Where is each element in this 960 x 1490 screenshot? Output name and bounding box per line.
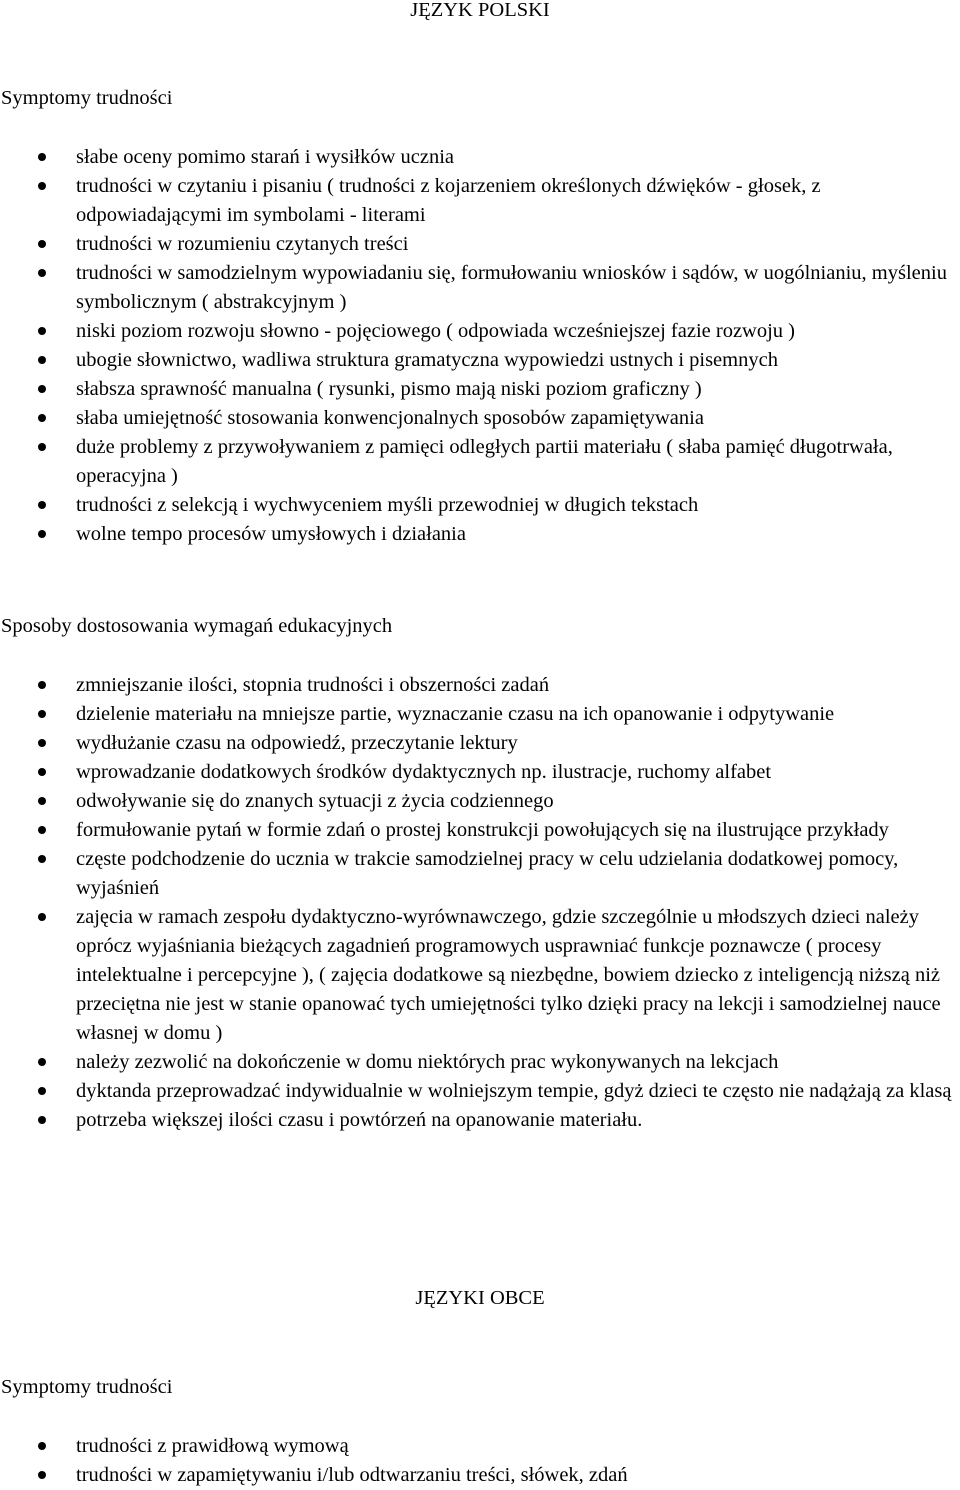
bullet-icon: [38, 855, 46, 863]
list-item: częste podchodzenie do ucznia w trakcie samodzielnej pracy w celu udzielania dodatkowej pomocy, wyjaśnień: [0, 845, 960, 903]
bullet-icon: [38, 327, 46, 335]
bullet-icon: [38, 797, 46, 805]
list-item: słabe oceny pomimo starań i wysiłków ucznia: [0, 143, 960, 172]
list-item: trudności w samodzielnym wypowiadaniu się, formułowaniu wniosków i sądów, w uogólnianiu, myśleniu symbolicznym ( abstrakcyjnym ): [0, 259, 960, 317]
list-item: dzielenie materiału na mniejsze partie, wyznaczanie czasu na ich opanowanie i odpytywanie: [0, 700, 960, 729]
symptoms-list-foreign: [0, 1432, 960, 1490]
list-item: trudności z prawidłową wymową: [0, 1432, 960, 1461]
list-item: wprowadzanie dodatkowych środków dydaktycznych np. ilustracje, ruchomy alfabet: [0, 758, 960, 787]
bullet-icon: [38, 913, 46, 921]
list-item: niski poziom rozwoju słowno - pojęciowego ( odpowiada wcześniejszej fazie rozwoju ): [0, 317, 960, 346]
list-item: zajęcia w ramach zespołu dydaktyczno-wyrównawczego, gdzie szczególnie u młodszych dzieci należy oprócz wyjaśniania bieżących zagadnień programowych usprawniać funkcje poznawcze ( procesy intelektualne i percepcyjne ), ( zajęcia dodatkowe są niezbędne, bowiem dziecko z inteligencją niższą niż przeciętna nie jest w stanie opanować tych umiejętności tylko dzięki pracy na lekcji i samodzielnej nauce własnej w domu ): [0, 903, 960, 1048]
list-item: zmniejszanie ilości, stopnia trudności i obszerności zadań: [0, 671, 960, 700]
list-item: dyktanda przeprowadzać indywidualnie w wolniejszym tempie, gdyż dzieci te często nie nadążają za klasą: [0, 1077, 960, 1106]
symptoms-heading-polish: Symptomy trudności: [1, 87, 173, 109]
bullet-icon: [38, 501, 46, 509]
list-item: trudności w zapamiętywaniu i/lub odtwarzaniu treści, słówek, zdań: [0, 1461, 960, 1490]
list-item: potrzeba większej ilości czasu i powtórzeń na opanowanie materiału.: [0, 1106, 960, 1135]
list-item: formułowanie pytań w formie zdań o prostej konstrukcji powołujących się na ilustrujące przykłady: [0, 816, 960, 845]
list-item: wydłużanie czasu na odpowiedź, przeczytanie lektury: [0, 729, 960, 758]
bullet-icon: [38, 443, 46, 451]
bullet-icon: [38, 1471, 46, 1479]
bullet-icon: [38, 356, 46, 364]
bullet-icon: [38, 240, 46, 248]
list-item: słaba umiejętność stosowania konwencjonalnych sposobów zapamiętywania: [0, 404, 960, 433]
list-item: słabsza sprawność manualna ( rysunki, pismo mają niski poziom graficzny ): [0, 375, 960, 404]
bullet-icon: [38, 385, 46, 393]
bullet-icon: [38, 414, 46, 422]
list-item: odwoływanie się do znanych sytuacji z życia codziennego: [0, 787, 960, 816]
section-title-foreign: JĘZYKI OBCE: [415, 1287, 545, 1309]
symptoms-heading-foreign: Symptomy trudności: [1, 1376, 173, 1398]
list-item: ubogie słownictwo, wadliwa struktura gramatyczna wypowiedzi ustnych i pisemnych: [0, 346, 960, 375]
bullet-icon: [38, 1087, 46, 1095]
list-item: trudności w rozumieniu czytanych treści: [0, 230, 960, 259]
bullet-icon: [38, 1058, 46, 1066]
bullet-icon: [38, 182, 46, 190]
bullet-icon: [38, 1116, 46, 1124]
methods-heading-polish: Sposoby dostosowania wymagań edukacyjnych: [1, 615, 393, 637]
list-item: wolne tempo procesów umysłowych i działania: [0, 520, 960, 549]
bullet-icon: [38, 1442, 46, 1450]
bullet-icon: [38, 153, 46, 161]
bullet-icon: [38, 681, 46, 689]
bullet-icon: [38, 739, 46, 747]
bullet-icon: [38, 710, 46, 718]
bullet-icon: [38, 269, 46, 277]
bullet-icon: [38, 826, 46, 834]
section-title-polish: JĘZYK POLSKI: [410, 0, 550, 21]
symptoms-list-polish: [0, 143, 960, 549]
bullet-icon: [38, 768, 46, 776]
bullet-icon: [38, 530, 46, 538]
list-item: należy zezwolić na dokończenie w domu niektórych prac wykonywanych na lekcjach: [0, 1048, 960, 1077]
list-item: duże problemy z przywoływaniem z pamięci odległych partii materiału ( słaba pamięć długotrwała, operacyjna ): [0, 433, 960, 491]
list-item: trudności z selekcją i wychwyceniem myśli przewodniej w długich tekstach: [0, 491, 960, 520]
list-item: trudności w czytaniu i pisaniu ( trudności z kojarzeniem określonych dźwięków - głosek, z odpowiadającymi im symbolami - literami: [0, 172, 960, 230]
methods-list-polish: [0, 671, 960, 1135]
